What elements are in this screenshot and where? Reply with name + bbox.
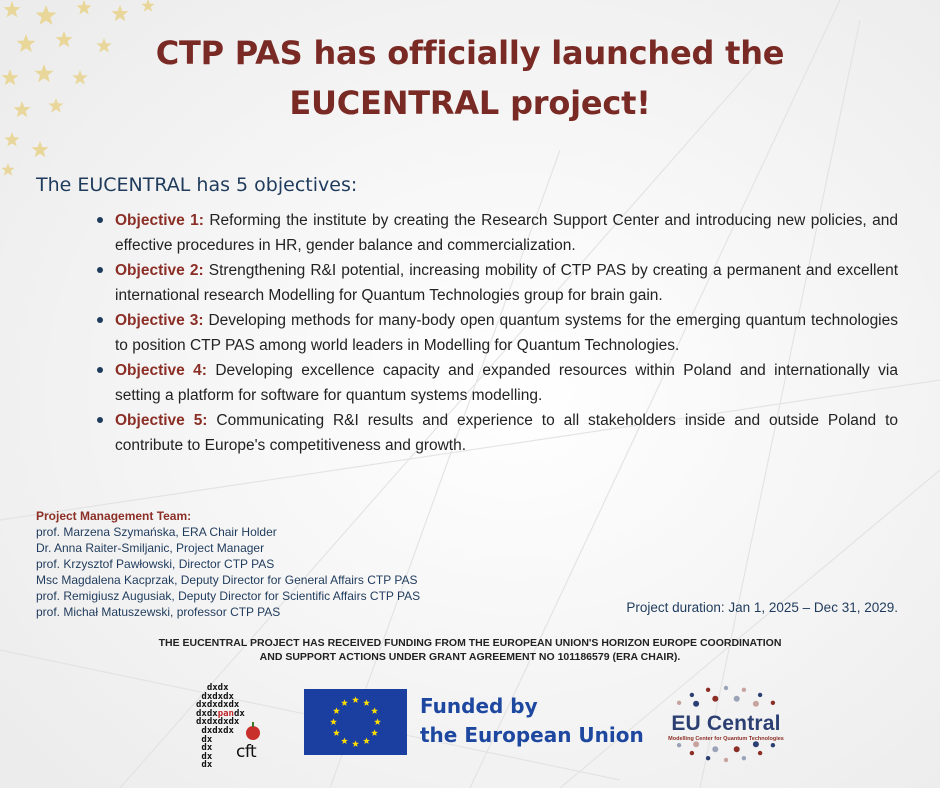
cft-grid-pan: pan — [217, 708, 234, 719]
eucentral-dot — [677, 743, 681, 747]
objective-item — [115, 258, 898, 308]
project-duration: Project duration: Jan 1, 2025 – Dec 31, 2029. — [626, 600, 898, 615]
eucentral-dot — [693, 741, 699, 747]
cft-grid-row: dx — [196, 734, 213, 745]
objectives-list — [115, 208, 898, 458]
cft-grid-row: dxdxdx — [196, 725, 234, 736]
funding-statement — [0, 636, 940, 664]
eucentral-dot — [758, 693, 762, 697]
eucentral-dot — [734, 746, 740, 752]
eucentral-dot — [690, 693, 694, 697]
cft-grid-row: dx — [196, 751, 213, 762]
objective-text: Communicating R&I results and experience to all stakeholders inside and outside Poland to contribute to Europe's competitiveness and growth. — [115, 412, 898, 454]
funded-by-eu-text — [420, 692, 644, 750]
eucentral-dot — [706, 688, 710, 692]
objective-label: Objective 2: — [115, 262, 204, 279]
eucentral-dot — [771, 701, 775, 705]
objective-label: Objective 3: — [115, 312, 204, 329]
objective-text: Strengthening R&I potential, increasing mobility of CTP PAS by creating a permanent and excellent international research Modelling for Quantum Technologies group for brain gain. — [115, 262, 899, 304]
objective-label: Objective 1: — [115, 212, 204, 229]
eucentral-dot — [677, 701, 681, 705]
eucentral-dot — [693, 701, 699, 707]
eu-flag-icon — [304, 689, 407, 755]
eucentral-dot — [742, 756, 746, 760]
eucentral-dot — [758, 751, 762, 755]
eucentral-dot — [724, 758, 728, 762]
funding-line-1: THE EUCENTRAL PROJECT HAS RECEIVED FUNDING FROM THE EUROPEAN UNION'S HORIZON EUROPE COORDINATION — [158, 637, 782, 649]
team-member: prof. Remigiusz Augusiak, Deputy Director for Scientific Affairs CTP PAS — [36, 589, 421, 603]
objective-item — [115, 358, 898, 408]
objective-item — [115, 308, 898, 358]
team-member: prof. Michał Matuszewski, professor CTP PAS — [36, 605, 281, 619]
objective-text: Developing excellence capacity and expanded resources within Poland and internationally via setting a platform for software for quantum systems modelling. — [115, 362, 898, 404]
team-heading: Project Management Team: — [36, 509, 192, 523]
eucentral-dot — [706, 756, 710, 760]
objective-item — [115, 208, 898, 258]
team-member: Msc Magdalena Kacprzak, Deputy Director for General Affairs CTP PAS — [36, 573, 418, 587]
funded-by-line-2: the European Union — [420, 723, 644, 747]
cft-grid-row: dxdxdxdx — [196, 700, 240, 711]
team-member: Dr. Anna Raiter-Smiljanic, Project Manager — [36, 541, 265, 555]
apple-icon — [246, 726, 260, 740]
cft-grid-row: dx — [233, 708, 245, 719]
eucentral-dot — [690, 751, 694, 755]
team-member: prof. Marzena Szymańska, ERA Chair Holder — [36, 525, 277, 539]
title-line-1: CTP PAS has officially launched the — [155, 34, 785, 72]
objective-text: Reforming the institute by creating the Research Support Center and introducing new policies, and effective procedures in HR, gender balance and commercialization. — [115, 212, 898, 254]
objective-label: Objective 5: — [115, 412, 208, 429]
eucentral-dot — [771, 743, 775, 747]
page-title — [0, 28, 940, 128]
cft-grid-row: dxdx — [196, 683, 229, 693]
cft-grid-row: dx — [196, 743, 213, 754]
cft-pan-logo — [196, 683, 276, 771]
funded-by-line-1: Funded by — [420, 694, 538, 718]
eucentral-logo-name: EU Central — [671, 712, 781, 735]
funding-line-2: AND SUPPORT ACTIONS UNDER GRANT AGREEMENT NO 101186579 (ERA CHAIR). — [259, 651, 681, 663]
eucentral-dot — [712, 696, 718, 702]
cft-logo-text: cft — [236, 742, 257, 762]
eucentral-logo-tagline: Modelling Center for Quantum Technologies — [668, 736, 784, 742]
project-management-team — [36, 509, 556, 620]
objective-label: Objective 4: — [115, 362, 207, 379]
objective-text: Developing methods for many-body open quantum systems for the emerging quantum technologies to position CTP PAS among world leaders in Modelling for Quantum Technologies. — [115, 312, 898, 354]
cft-grid-row: dx — [196, 760, 213, 771]
title-line-2: EUCENTRAL project! — [289, 84, 651, 122]
team-member: prof. Krzysztof Pawłowski, Director CTP PAS — [36, 557, 275, 571]
eucentral-dot — [734, 696, 740, 702]
eucentral-dot — [742, 688, 746, 692]
cft-grid-row: dxdxdx — [196, 691, 234, 702]
eucentral-dot — [753, 701, 759, 707]
eucentral-dot — [724, 686, 728, 690]
cft-grid-row: dxdx — [196, 708, 218, 719]
eucentral-logo — [660, 678, 792, 770]
eucentral-dot — [753, 741, 759, 747]
objective-item — [115, 408, 898, 458]
eucentral-dot — [712, 746, 718, 752]
cft-grid-row: dxdxdxdx — [196, 717, 240, 728]
objectives-intro: The EUCENTRAL has 5 objectives: — [36, 174, 358, 196]
